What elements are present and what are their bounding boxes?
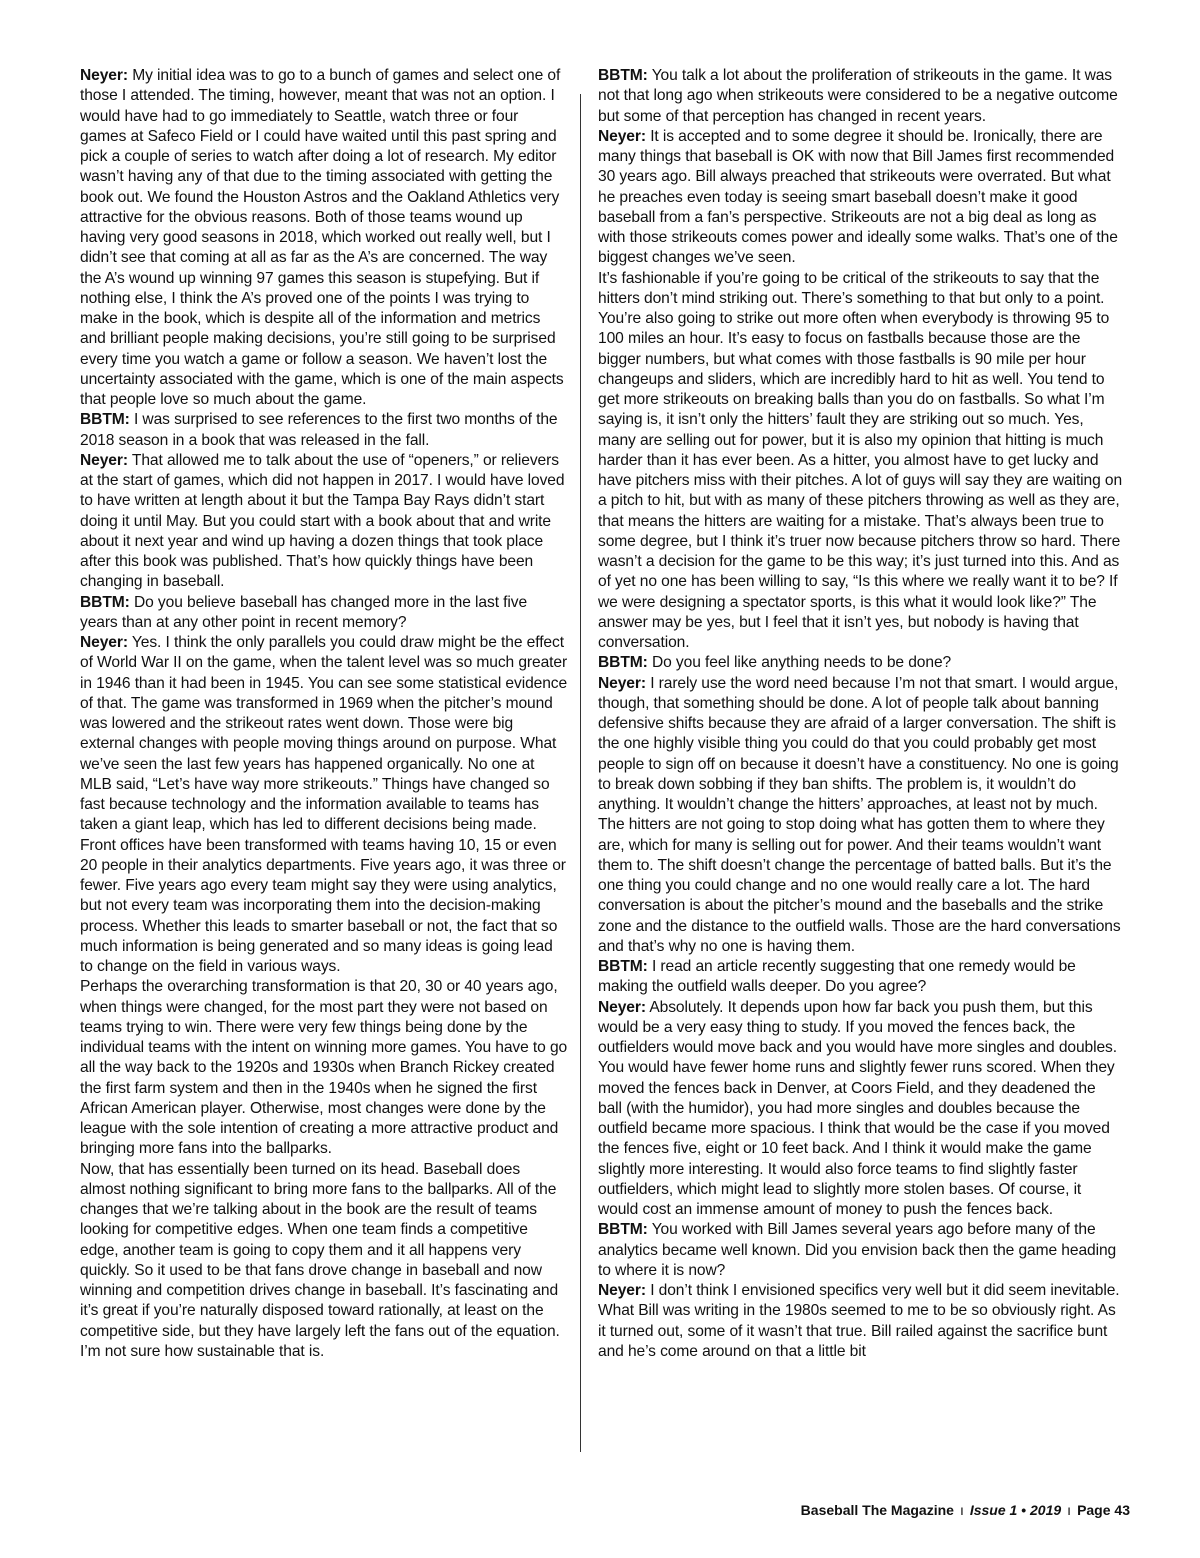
- paragraph: [80, 1160, 568, 1363]
- paragraph: [598, 127, 1123, 269]
- speaker-label: BBTM:: [598, 1221, 648, 1239]
- paragraph-text: It’s fashionable if you’re going to be critical of the strikeouts to say that the hitters don’t mind striking out. There’s something to that but only to a point. You’re also going to strike out more often when everybody is throwing 95 to 100 miles an hour. It’s easy to focus on fastballs because those are the bigger numbers, but what comes with those fastballs is 90 mile per hour changeups and sliders, which are incredibly hard to hit as well. You tend to get more strikeouts on breaking balls than you do on fastballs. So what I’m saying is, it isn’t only the hitters’ fault they are striking out so much. Yes, many are selling out for power, but it is also my opinion that hitting is much harder than it has ever been. As a hitter, you almost have to get lucky and have pitchers miss with their pitches. A lot of guys will say they are waiting on a pitch to hit, but with as many of these pitchers throwing as well as they are, that means the hitters are waiting for a mistake. That’s always been true to some degree, but I think it’s truer now because pitchers throw so hard. There wasn’t a decision for the game to be this way; it’s just turned into this. And as of yet no one has been willing to say, “Is this where we really want it to be? If we were designing a spectator sports, is this what it would look like?” The answer may be yes, but I feel that it isn’t yes, but nobody is having that conversation.: [598, 269, 1123, 651]
- paragraph: [598, 1281, 1123, 1362]
- page-footer: [801, 1502, 1130, 1518]
- paragraph: [80, 977, 568, 1159]
- speaker-label: Neyer:: [598, 127, 646, 145]
- paragraph-text: I rarely use the word need because I’m not that smart. I would argue, though, that something should be done. A lot of people talk about banning defensive shifts because they are afraid of a larger conversation. The shift is the one highly visible thing you could do that you could probably get most people to sign off on because it doesn’t have a constituency. No one is going to break down sobbing if they ban shifts. The problem is, it wouldn’t do anything. It wouldn’t change the hitters’ approaches, at least not by much. The hitters are not going to stop doing what has gotten them to where they are, which for many is selling out for power. And their teams wouldn’t want them to. The shift doesn’t change the percentage of batted balls. But it’s the one thing you could change and no one would really care a lot. The hard conversation is about the pitcher’s mound and the baseballs and the strike zone and the distance to the outfield walls. Those are the hard conversations and that’s why no one is having them.: [598, 674, 1121, 955]
- speaker-label: Neyer:: [598, 998, 646, 1016]
- paragraph-text: I don’t think I envisioned specifics very well but it did seem inevitable. What Bill was writing in the 1980s seemed to me to be so obviously right. As it turned out, some of it wasn’t that true. Bill railed against the sacrifice bunt and he’s come around on that a little bit: [598, 1282, 1120, 1360]
- paragraph-text: I was surprised to see references to the first two months of the 2018 season in a book that was released in the fall.: [80, 411, 558, 449]
- speaker-label: Neyer:: [80, 67, 128, 84]
- speaker-label: BBTM:: [598, 654, 648, 672]
- paragraph-text: My initial idea was to go to a bunch of games and select one of those I attended. The timing, however, meant that was not an option. I would have had to go immediately to Seattle, watch three or four games at Safeco Field or I could have waited until this past spring and pick a couple of series to watch after doing a lot of research. My editor wasn’t having any of that due to the timing associated with getting the book out. We found the Houston Astros and the Oakland Athletics very attractive for the obvious reasons. Both of those teams wound up having very good seasons in 2018, which worked out really well, but I didn’t see that coming at all as far as the A’s are concerned. The way the A’s wound up winning 97 games this season is stupefying. But if nothing else, I think the A’s proved one of the points I was trying to make in the book, which is despite all of the information and metrics and brilliant people making decisions, you’re still going to be surprised every time you watch a game or follow a season. We haven’t lost the uncertainty associated with the game, which is one of the main aspects that people love so much about the game.: [80, 67, 564, 408]
- paragraph: [80, 66, 568, 410]
- paragraph: [598, 998, 1123, 1221]
- speaker-label: Neyer:: [598, 674, 646, 692]
- paragraph-text: Absolutely. It depends upon how far back you push them, but this would be a very easy thing to study. If you moved the fences back, the outfielders would move back and you would have more singles and doubles. You would have fewer home runs and slightly fewer runs scored. When they moved the fences back in Denver, at Coors Field, and they deadened the ball (with the humidor), you had more singles and doubles because the outfield became more spacious. I think that would be the case if you moved the fences five, eight or 10 feet back. And I think it would make the game slightly more interesting. It would also force teams to find slightly faster outfielders, which might lead to slightly more stolen bases. Of course, it would cost an immense amount of money to push the fences back.: [598, 998, 1117, 1218]
- speaker-label: Neyer:: [598, 1282, 646, 1299]
- paragraph: [598, 653, 1123, 673]
- paragraph-text: I read an article recently suggesting that one remedy would be making the outfield walls deeper. Do you agree?: [598, 958, 1076, 996]
- issue-label: Issue 1: [969, 1502, 1018, 1518]
- speaker-label: BBTM:: [598, 67, 648, 84]
- paragraph: [80, 633, 568, 977]
- paragraph: [80, 451, 568, 593]
- paragraph-text: Yes. I think the only parallels you could draw might be the effect of World War II on the game, when the talent level was so much greater in 1946 than it had been in 1945. You can see some statistical evidence of that. The game was transformed in 1969 when the pitcher’s mound was lowered and the strikeout rates went down. Those were big external changes with people moving things around on purpose. What we’ve seen the last few years has happened organically. No one at MLB said, “Let’s have way more strikeouts.” Things have changed so fast because technology and the information available to teams has taken a giant leap, which has led to different decisions being made. Front offices have been transformed with teams having 10, 15 or even 20 people in their analytics departments. Five years ago, it was three or fewer. Five years ago every team might say they were using analytics, but not every team was incorporating them into the decision-making process. Whether this leads to smarter baseball or not, the fact that so much information is being generated and so many ideas is going lead to change on the field in various ways.: [80, 634, 568, 975]
- speaker-label: BBTM:: [598, 958, 648, 975]
- right-column: [598, 66, 1123, 1362]
- speaker-label: Neyer:: [80, 634, 128, 651]
- magazine-name: Baseball The Magazine: [800, 1502, 954, 1518]
- footer-separator: ı: [1067, 1502, 1072, 1518]
- footer-bullet: •: [1021, 1502, 1027, 1518]
- paragraph-text: Do you believe baseball has changed more in the last five years than at any other point in recent memory?: [80, 593, 528, 631]
- paragraph-text: You talk a lot about the proliferation of strikeouts in the game. It was not that long ago when strikeouts were considered to be a negative outcome but some of that perception has changed in recent years.: [598, 67, 1118, 125]
- paragraph-text: Do you feel like anything needs to be done?: [651, 654, 952, 672]
- paragraph: [598, 269, 1123, 654]
- issue-year: 2019: [1030, 1502, 1062, 1518]
- left-column: [80, 66, 568, 1362]
- column-divider: [580, 94, 581, 1452]
- speaker-label: BBTM:: [80, 593, 130, 611]
- speaker-label: Neyer:: [80, 451, 128, 469]
- speaker-label: BBTM:: [80, 411, 130, 429]
- paragraph: [598, 674, 1123, 958]
- paragraph-text: You worked with Bill James several years ago before many of the analytics became well known. Did you envision back then the game heading to where it is now?: [598, 1221, 1117, 1279]
- footer-separator: ı: [959, 1502, 964, 1518]
- paragraph-text: That allowed me to talk about the use of “openers,” or relievers at the start of games, which did not happen in 2017. I would have loved to have written at length about it but the Tampa Bay Rays didn’t start doing it until May. But you could start with a book about that and write about it next year and wind up having a dozen things that took place after this book was published. That’s how quickly things have been changing in baseball.: [80, 451, 565, 591]
- paragraph: [598, 957, 1123, 998]
- paragraph: [80, 593, 568, 634]
- paragraph-text: Now, that has essentially been turned on its head. Baseball does almost nothing significant to bring more fans to the ballparks. All of the changes that we’re talking about in the book are the result of teams looking for competitive edges. When one team finds a competitive edge, another team is going to copy them and it all happens very quickly. So it used to be that fans drove change in baseball and now winning and competition drives change in baseball. It’s fascinating and it’s great if you’re naturally disposed toward rationally, at least on the competitive side, but they have largely left the fans out of the equation. I’m not sure how sustainable that is.: [80, 1160, 560, 1360]
- page-number: Page 43: [1077, 1502, 1130, 1518]
- paragraph: [598, 1220, 1123, 1281]
- paragraph: [80, 410, 568, 451]
- paragraph-text: Perhaps the overarching transformation is that 20, 30 or 40 years ago, when things were changed, for the most part they were not based on teams trying to win. There were very few things being done by the individual teams with the intent on winning more games. You have to go all the way back to the 1920s and 1930s when Branch Rickey created the first farm system and then in the 1940s when he signed the first African American player. Otherwise, most changes were done by the league with the sole intention of creating a more attractive product and bringing more fans into the ballparks.: [80, 978, 568, 1158]
- paragraph-text: It is accepted and to some degree it should be. Ironically, there are many things that baseball is OK with now that Bill James first recommended 30 years ago. Bill always preached that strikeouts were overrated. But what he preaches even today is seeing smart baseball doesn’t make it good baseball from a fan’s perspective. Strikeouts are not a big deal as long as with those strikeouts comes power and ideally some walks. That’s one of the biggest changes we’ve seen.: [598, 127, 1118, 267]
- paragraph: [598, 66, 1123, 127]
